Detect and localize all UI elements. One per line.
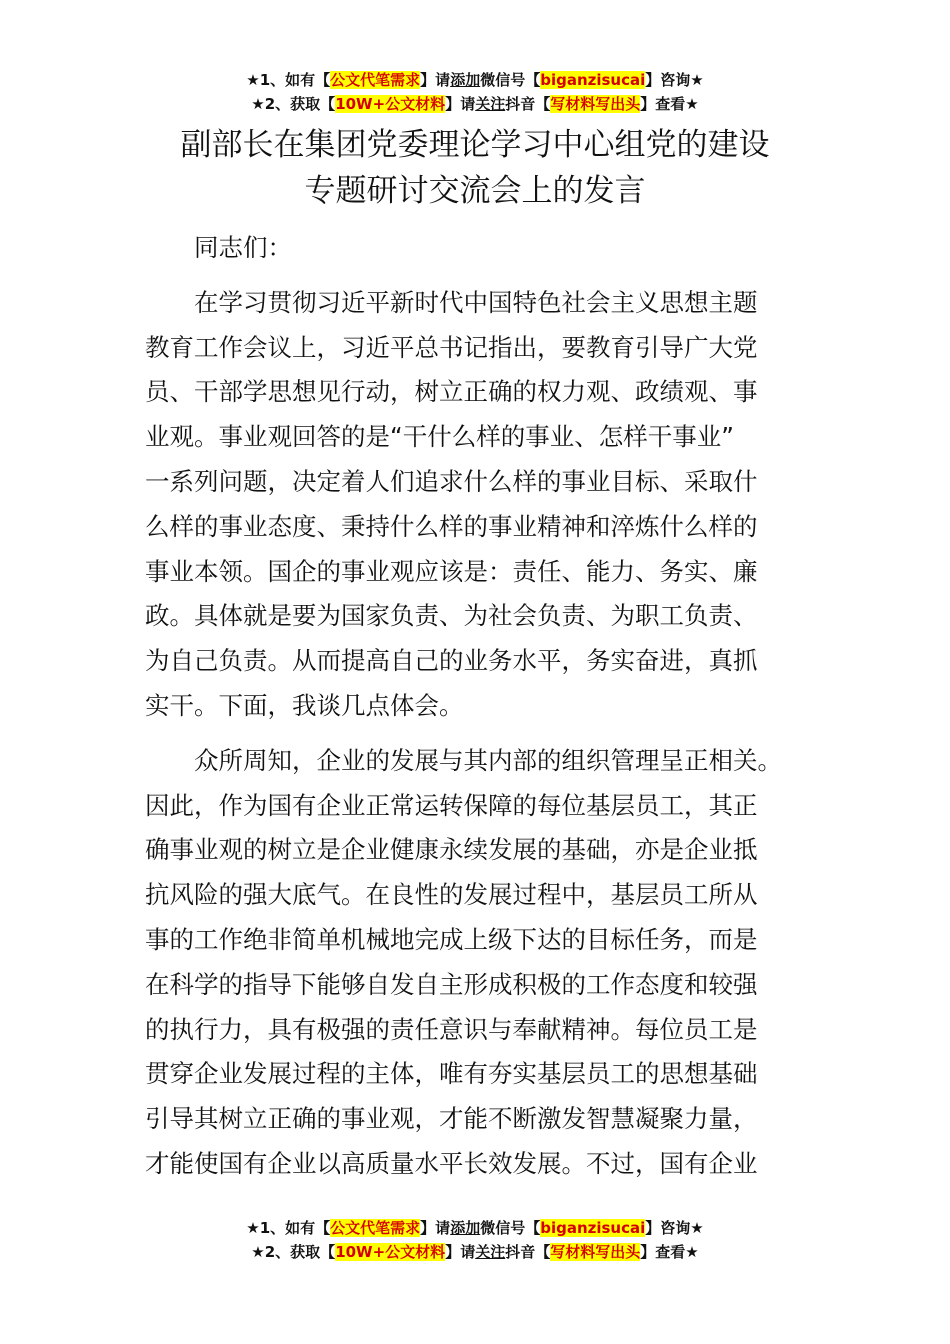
- text-line: 才能使国有企业以高质量水平长效发展。不过，国有企业: [145, 1148, 758, 1178]
- text-line: 因此，作为国有企业正常运转保障的每位基层员工，其正: [145, 790, 758, 820]
- footer-banner: [0, 1216, 950, 1264]
- highlight-wechat-id: biganzisucai: [540, 71, 646, 89]
- text-line: 事业本领。国企的事业观应该是：责任、能力、务实、廉: [145, 556, 758, 586]
- highlight-wechat-id: biganzisucai: [540, 1219, 646, 1237]
- salutation: 同志们：: [194, 233, 292, 262]
- highlight-materials: 10W+公文材料: [335, 1243, 446, 1261]
- header-banner: [0, 68, 950, 116]
- highlight-douyin: 写材料写出头: [550, 95, 641, 113]
- highlight-douyin: 写材料写出头: [550, 1243, 641, 1261]
- text-line: 政。具体就是要为国家负责、为社会负责、为职工负责、: [145, 601, 758, 631]
- banner-line-2: ★2、获取【10W+公文材料】请关注抖音【写材料写出头】查看★: [251, 1243, 699, 1261]
- text-line: 教育工作会议上，习近平总书记指出，要教育引导广大党: [145, 332, 758, 362]
- text-line: 在科学的指导下能够自发自主形成积极的工作态度和较强: [145, 969, 758, 999]
- document-body: [145, 226, 815, 1187]
- text-line: 引导其树立正确的事业观，才能不断激发智慧凝聚力量，: [145, 1104, 758, 1134]
- text-line: 员、干部学思想见行动，树立正确的权力观、政绩观、事: [145, 377, 758, 407]
- banner-line-2: ★2、获取【10W+公文材料】请关注抖音【写材料写出头】查看★: [251, 95, 699, 113]
- highlight-service: 公文代笔需求: [330, 71, 421, 89]
- highlight-service: 公文代笔需求: [330, 1219, 421, 1237]
- text-line: 贯穿企业发展过程的主体，唯有夯实基层员工的思想基础: [145, 1059, 758, 1089]
- document-title: [0, 122, 950, 214]
- text-line: 确事业观的树立是企业健康永续发展的基础，亦是企业抵: [145, 835, 758, 865]
- text-line: 事的工作绝非简单机械地完成上级下达的目标任务，而是: [145, 924, 758, 954]
- banner-line-1: ★1、如有【公文代笔需求】请添加微信号【biganzisucai】咨询★: [246, 71, 704, 89]
- text-line: 实干。下面，我谈几点体会。: [145, 690, 464, 720]
- text-line: 为自己负责。从而提高自己的业务水平，务实奋进，真抓: [145, 646, 758, 676]
- text-line: 么样的事业态度、秉持什么样的事业精神和淬炼什么样的: [145, 511, 758, 541]
- text-line: 在学习贯彻习近平新时代中国特色社会主义思想主题: [194, 287, 758, 317]
- paragraph-2: [145, 739, 815, 1187]
- title-line-2: 专题研讨交流会上的发言: [304, 173, 646, 209]
- text-line: 一系列问题，决定着人们追求什么样的事业目标、采取什: [145, 466, 758, 496]
- text-line: 抗风险的强大底气。在良性的发展过程中，基层员工所从: [145, 880, 758, 910]
- banner-line-1: ★1、如有【公文代笔需求】请添加微信号【biganzisucai】咨询★: [246, 1219, 704, 1237]
- title-line-1: 副部长在集团党委理论学习中心组党的建设: [180, 127, 770, 163]
- text-line: 业观。事业观回答的是“干什么样的事业、怎样干事业”: [145, 422, 734, 452]
- text-line: 众所周知，企业的发展与其内部的组织管理呈正相关。: [194, 745, 782, 775]
- text-line: 的执行力，具有极强的责任意识与奉献精神。每位员工是: [145, 1014, 758, 1044]
- highlight-materials: 10W+公文材料: [335, 95, 446, 113]
- paragraph-1: [145, 281, 815, 729]
